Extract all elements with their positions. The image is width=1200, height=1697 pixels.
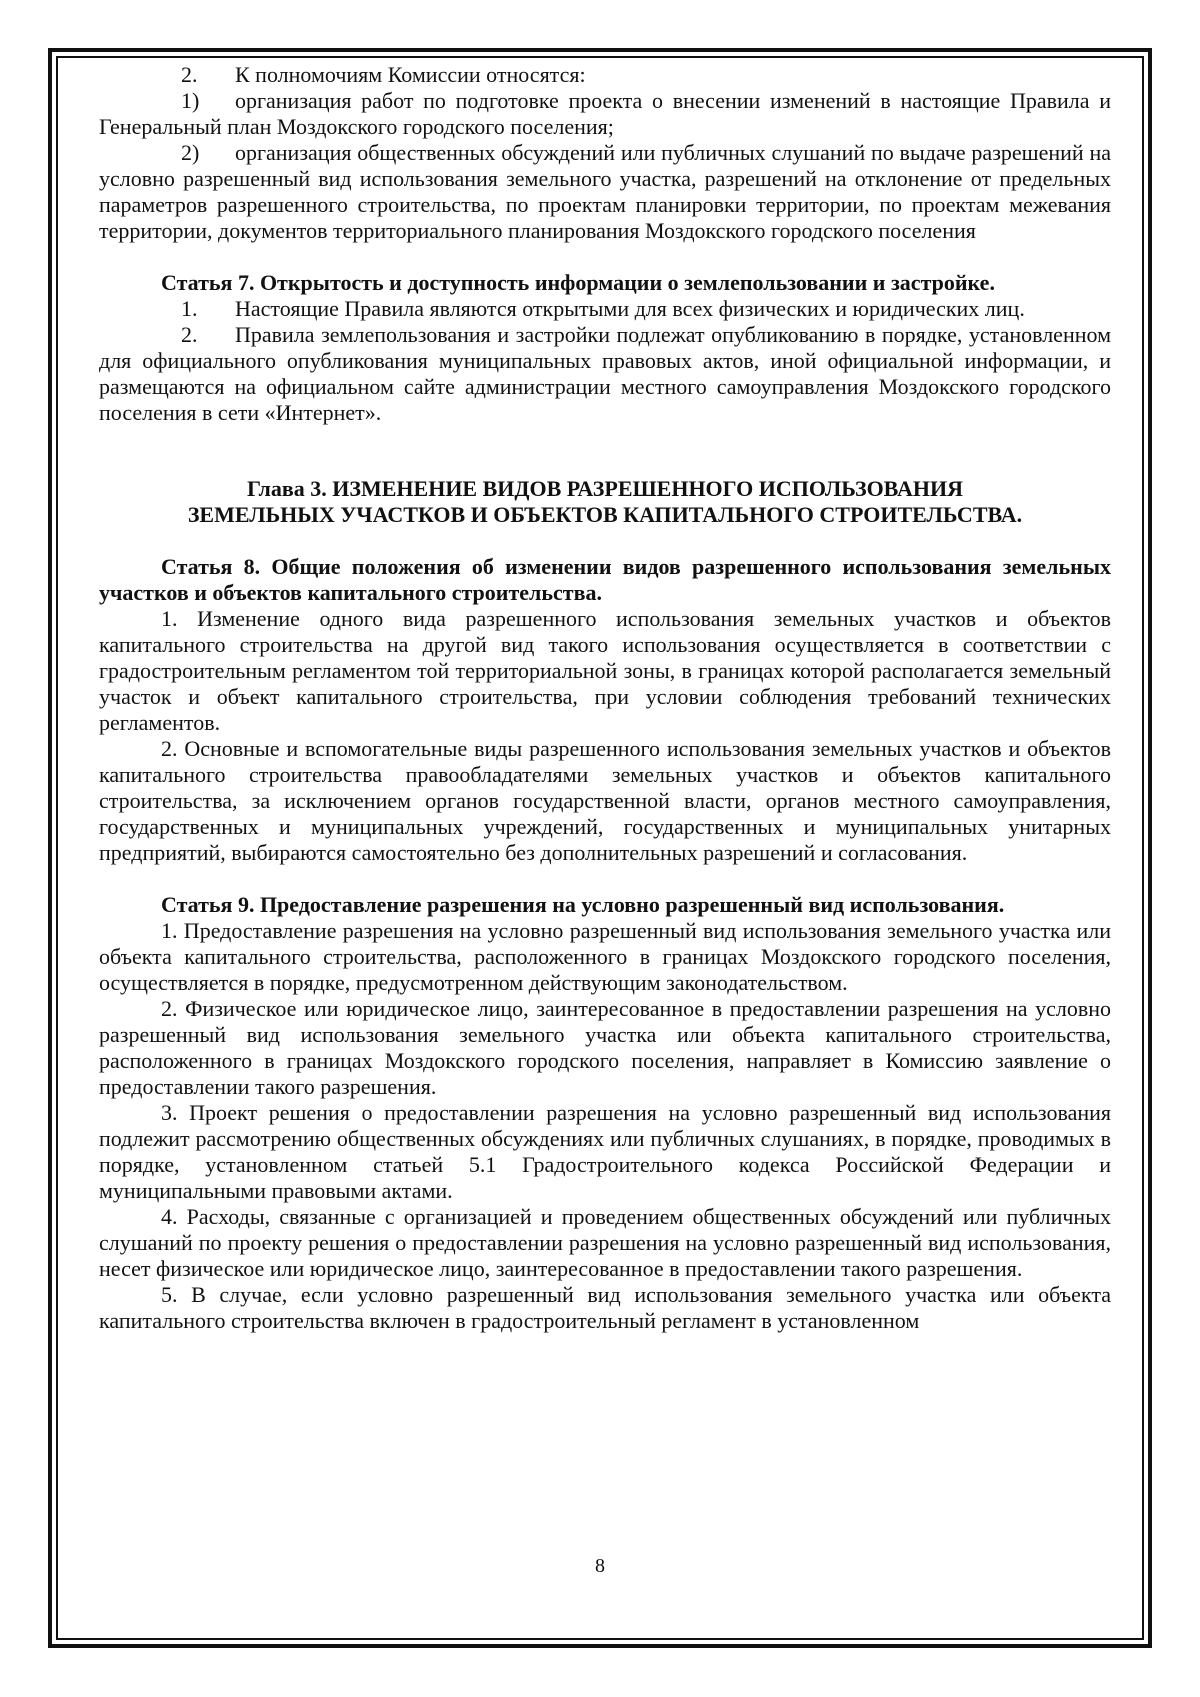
article-8-paragraph-1: 1. Изменение одного вида разрешенного использования земельных участков и объектов капитального строительства на другой вид такого использования осуществляется в соответствии с градостроительным регламентом той территориальной зоны, в границах которой располагается земельный участок и объект капитального строительства, при условии соблюдения требований технических регламентов. <box>99 606 1111 735</box>
article-7-title: Статья 7. Открытость и доступность информации о землепользовании и застройке. <box>161 270 995 295</box>
article-9-paragraph-5: 5. В случае, если условно разрешенный вид использования земельного участка или объекта капитального строительства включен в градостроительный регламент в установленном <box>99 1282 1111 1333</box>
item-number: 1. <box>181 296 198 321</box>
article-9-paragraph-2: 2. Физическое или юридическое лицо, заинтересованное в предоставлении разрешения на условно разрешенный вид использования земельного участка или объекта капитального строительства, расположенного в границах Моздокского городского поселения, направляет в Комиссию заявление о предоставлении такого разрешения. <box>99 996 1111 1099</box>
item-text: Настоящие Правила являются открытыми для всех физических и юридических лиц. <box>235 296 1025 321</box>
commission-powers-item <box>99 62 1111 88</box>
item-text: Правила землепользования и застройки подлежат опубликованию в порядке, установленном для официального опубликования муниципальных правовых актов, иной официальной информации, и размещаются на официальном сайте администрации местного самоуправления Моздокского городского поселения в сети «Интернет». <box>99 322 1111 425</box>
article-9-paragraph-3: 3. Проект решения о предоставлении разрешения на условно разрешенный вид использования подлежит рассмотрению общественных обсуждениях или публичных слушаниях, в порядке, проводимых в порядке, установленном статьей 5.1 Градостроительного кодекса Российской Федерации и муниципальными правовыми актами. <box>99 1100 1111 1203</box>
article-8-paragraph-2: 2. Основные и вспомогательные виды разрешенного использования земельных участков и объектов капитального строительства правообладателями земельных участков и объектов капитального строительства, за исключением органов государственной власти, органов местного самоуправления, государственных и муниципальных учреждений, государственных и муниципальных унитарных предприятий, выбираются самостоятельно без дополнительных разрешений и согласования. <box>99 736 1111 865</box>
article-8-title: Статья 8. Общие положения об изменении видов разрешенного использования земельных участков и объектов капитального строительства. <box>99 554 1111 605</box>
page-number: 8 <box>595 1555 605 1577</box>
article-9-paragraph-1: 1. Предоставление разрешения на условно разрешенный вид использования земельного участка или объекта капитального строительства, расположенного в границах Моздокского городского поселения, осуществляется в порядке, предусмотренном действующим законодательством. <box>99 918 1111 995</box>
item-text: К полномочиям Комиссии относятся: <box>235 62 586 87</box>
article-7-paragraph-1 <box>99 296 1111 322</box>
chapter-3-title-line-2: ЗЕМЕЛЬНЫХ УЧАСТКОВ И ОБЪЕКТОВ КАПИТАЛЬНОГО СТРОИТЕЛЬСТВА. <box>187 502 1023 527</box>
item-number: 1) <box>181 88 200 113</box>
article-9-title: Статья 9. Предоставление разрешения на условно разрешенный вид использования. <box>161 892 1005 917</box>
document-body <box>99 62 1111 1334</box>
commission-power-1 <box>99 88 1111 140</box>
item-number: 2. <box>181 322 198 347</box>
item-number: 2. <box>181 62 198 87</box>
commission-power-2 <box>99 140 1111 244</box>
item-text: организация общественных обсуждений или публичных слушаний по выдаче разрешений на условно разрешенный вид использования земельного участка, разрешений на отклонение от предельных параметров разрешенного строительства, по проектам планировки территории, по проектам межевания территории, документов территориального планирования Моздокского городского поселения <box>99 140 1111 243</box>
article-9-paragraph-4: 4. Расходы, связанные с организацией и проведением общественных обсуждений или публичных слушаний по проекту решения о предоставлении разрешения на условно разрешенный вид использования, несет физическое или юридическое лицо, заинтересованное в предоставлении такого разрешения. <box>99 1204 1111 1281</box>
article-7-paragraph-2 <box>99 322 1111 426</box>
chapter-3-title-line-1: Глава 3. ИЗМЕНЕНИЕ ВИДОВ РАЗРЕШЕННОГО ИСПОЛЬЗОВАНИЯ <box>247 476 963 501</box>
item-number: 2) <box>181 140 200 165</box>
item-text: организация работ по подготовке проекта о внесении изменений в настоящие Правила и Генеральный план Моздокского городского поселения; <box>99 88 1111 139</box>
